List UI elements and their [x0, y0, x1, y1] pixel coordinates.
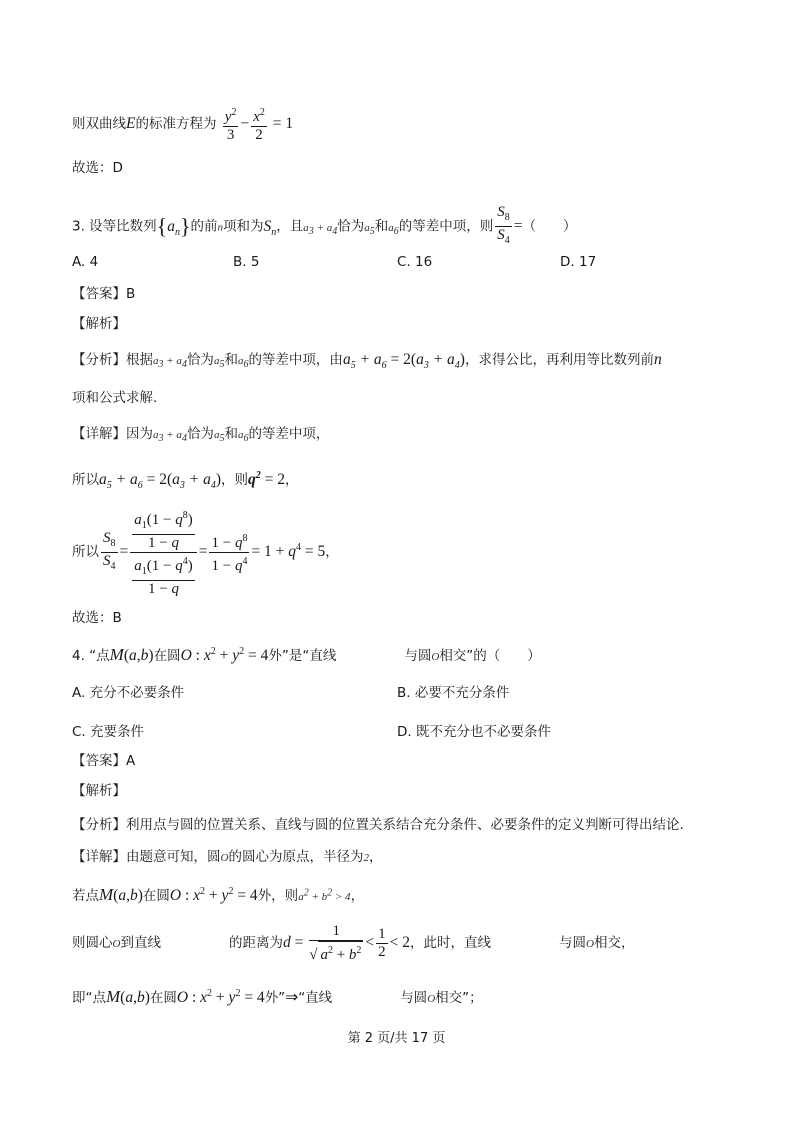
answer-d-line: 故选：D: [72, 160, 123, 176]
text: ，求得公比，再利用等比数列前: [464, 352, 654, 368]
q4-analysis-label: 【解析】: [72, 783, 126, 799]
text: 相交，: [593, 935, 635, 951]
text: ，: [350, 888, 365, 905]
text: 外，则: [257, 888, 299, 905]
question-4: 4. “点M(a,b)在圆O : $x^2 + y^2 = 4$外”是“直线 与圆O相交”的（ ）: [72, 645, 541, 665]
text: 由题意可知，圆: [126, 849, 221, 865]
q3-option-d: D. 17: [560, 254, 597, 270]
q4-option-b: B. 必要不充分条件: [397, 685, 510, 701]
q3-analysis-label: 【解析】: [72, 316, 126, 332]
text: 恰为: [186, 352, 214, 368]
text: “直线: [298, 990, 333, 1007]
text: 外”: [264, 990, 286, 1007]
text: ，且: [276, 218, 304, 235]
text: 相交”的（ ）: [439, 648, 541, 665]
text: 根据: [126, 352, 153, 368]
text: 在圆: [149, 990, 177, 1007]
q3-fenxi: 【分析】根据$a_3 + a_4$恰为$a_5$和$a_6$的等差中项，由$a_5 + a_6 = 2(a_3 + a_4)$，求得公比，再利用等比数列前n: [72, 351, 662, 372]
fenxi-label: 【分析】: [72, 817, 126, 833]
text: 则双曲线: [72, 116, 126, 132]
text: 因为: [126, 426, 153, 442]
text: 的等差中项，: [248, 426, 330, 442]
fraction: $\frac{x^2}{2}$: [251, 104, 267, 144]
fraction: $\frac{S_8}{S_4}$: [103, 529, 116, 572]
text: 到直线: [120, 935, 161, 951]
answer-value: B: [126, 286, 136, 302]
text: 在圆: [142, 888, 170, 905]
answer-label: 【答案】: [72, 286, 126, 302]
q3-option-b: B. 5: [233, 254, 260, 270]
text: 所以: [72, 544, 99, 561]
q3-option-a: A. 4: [72, 254, 99, 270]
q3-answer: [72, 284, 135, 304]
text: ，: [285, 472, 299, 489]
detail-label: 【详解】: [72, 426, 126, 442]
q3-fenxi-cont: 项和公式求解.: [72, 390, 158, 406]
fraction: $\frac{1}{√ a^2 + b^2}$: [309, 922, 362, 963]
text: 的距离为: [228, 935, 283, 951]
q3-so1: 所以$a_5 + a_6 = 2(a_3 + a_4)$，则$q^2 = 2$，: [72, 470, 299, 492]
q4-option-d: D. 既不充分也不必要条件: [397, 724, 551, 740]
q4-if: 若点M(a,b)在圆O : $x^2 + y^2 = 4$外，则$a^2 + b^2 > 4$，: [72, 885, 365, 905]
text: 的等差中项，由: [248, 352, 343, 368]
q3-so2: 所以 $\frac{S_8}{S_4}$ = $\frac{\frac{a_1(1 - q^8)}{1 - q}}{\frac{a_1(1 - q^4)}{1 - q}}$ = $\frac{1 - q^8}{1 - q^4}$ = $1 + q^4 = 5$，: [72, 498, 339, 598]
text: 利用点与圆的位置关系、直线与圆的位置关系结合充分条件、必要条件的定义判断可得出结论.: [126, 817, 684, 833]
fraction: $\frac{1}{2}$: [378, 925, 386, 960]
text: 的前: [190, 218, 218, 235]
q4-detail: 【详解】由题意可知，圆O的圆心为原点，半径为2，: [72, 849, 383, 865]
radius-value: 2: [363, 852, 369, 864]
text: 的圆心为原点，半径为: [228, 849, 364, 865]
fraction: $\frac{y^2}{3}$: [223, 104, 239, 144]
text: 所以: [72, 472, 99, 489]
fenxi-label: 【分析】: [72, 352, 126, 368]
answer-value: A: [126, 753, 136, 769]
implies-arrow: ⇒: [285, 989, 299, 1007]
q4-fenxi: [72, 815, 684, 835]
text: 与圆: [559, 935, 587, 951]
text: 则圆心: [72, 935, 113, 951]
q4-distance: 则圆心O到直线 的距离为d = $\frac{1}{√ a^2 + b^2}$ < $\frac{1}{2}$ < 2，此时，直线 与圆O相交，: [72, 922, 635, 963]
text: ，: [368, 849, 383, 865]
hyperbola-equation-line: 则双曲线E的标准方程为 $\frac{y^2}{3}$ − $\frac{x^2}{2}$ = 1: [72, 104, 293, 144]
text: 与圆: [400, 990, 428, 1007]
answer-b-line: 故选：B: [72, 610, 122, 626]
text: 项和为: [223, 218, 264, 235]
var-e: E: [126, 115, 136, 132]
answer-label: 【答案】: [72, 753, 126, 769]
text: 在圆: [153, 648, 181, 665]
text: 与圆: [404, 648, 432, 665]
text: 若点: [72, 888, 99, 905]
q4-stem: 4. “点: [72, 648, 110, 665]
text: 和: [374, 218, 389, 235]
text: 的等差中项，则: [398, 218, 494, 235]
text: ，则: [221, 472, 249, 489]
q4-implication: 即“点M(a,b)在圆O : $x^2 + y^2 = 4$外”⇒“直线 与圆O相交”；: [72, 987, 483, 1007]
text: ，: [325, 544, 339, 561]
detail-label: 【详解】: [72, 849, 126, 865]
text: 的标准方程为: [135, 116, 217, 132]
text: 和: [224, 426, 238, 442]
question-3: 3. 设等比数列$\{a_n\}$的前n项和为$S_n$，且$a_3 + a_4$恰为$a_5$和$a_6$的等差中项，则 $\frac{S_8}{S_4}$ =（ ）: [72, 204, 576, 249]
compound-fraction: $\frac{\frac{a_1(1 - q^8)}{1 - q}}{\frac{a_1(1 - q^4)}{1 - q}}$: [130, 507, 196, 598]
page-footer: 第 2 页/共 17 页: [347, 1031, 446, 1046]
q4-answer: [72, 751, 135, 771]
text: 外”是“直线: [268, 648, 337, 665]
text: 恰为: [337, 218, 365, 235]
q3-option-c: C. 16: [397, 254, 433, 270]
answer-blank: （ ）: [522, 218, 577, 235]
q4-option-c: C. 充要条件: [72, 724, 145, 740]
text: 相交”；: [435, 990, 483, 1007]
q4-option-a: A. 充分不必要条件: [72, 685, 185, 701]
text: 恰为: [186, 426, 214, 442]
fraction: $\frac{1 - q^8}{1 - q^4}$: [209, 530, 249, 575]
text: 即“点: [72, 990, 106, 1007]
q3-detail: 【详解】因为$a_3 + a_4$恰为$a_5$和$a_6$的等差中项，: [72, 426, 330, 445]
text: ，此时，直线: [410, 935, 492, 951]
fraction: $\frac{S_8}{S_4}$: [497, 204, 510, 246]
q3-stem: 3. 设等比数列: [72, 218, 157, 235]
text: 和: [224, 352, 238, 368]
